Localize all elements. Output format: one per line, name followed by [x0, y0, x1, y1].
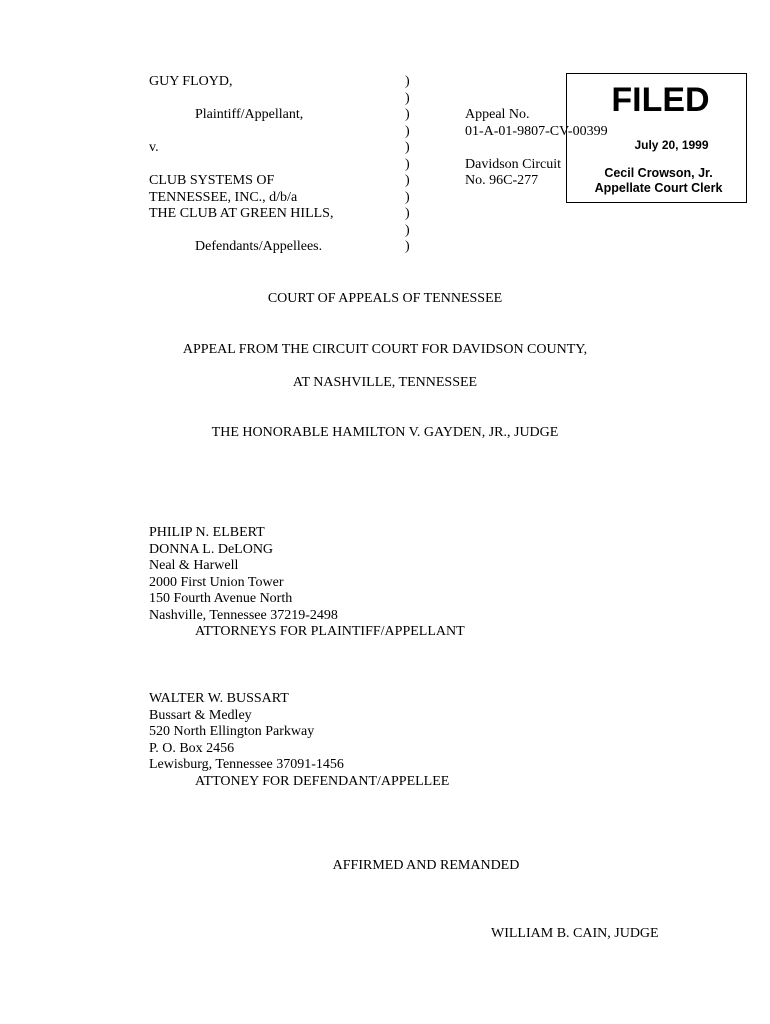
filed-stamp-date: July 20, 1999 — [634, 138, 709, 152]
defendant-role: Defendants/Appellees. — [195, 239, 323, 254]
attorney-role: ATTONEY FOR DEFENDANT/APPELLEE — [195, 773, 450, 789]
authoring-judge: WILLIAM B. CAIN, JUDGE — [491, 926, 659, 941]
attorney-line: DONNA L. DeLONG — [149, 541, 274, 557]
appeal-from-heading: APPEAL FROM THE CIRCUIT COURT FOR DAVIDSON COUNTY, — [182, 342, 588, 357]
trial-court-label: Davidson Circuit — [465, 156, 562, 172]
attorney-line: 2000 First Union Tower — [149, 574, 284, 590]
caption-paren: ) — [405, 90, 410, 106]
caption-paren: ) — [405, 123, 410, 139]
defendant-name-line: CLUB SYSTEMS OF — [149, 173, 275, 188]
defendant-name-line: TENNESSEE, INC., d/b/a — [149, 189, 298, 205]
caption-paren: ) — [405, 173, 410, 188]
court-heading: COURT OF APPEALS OF TENNESSEE — [267, 291, 503, 306]
blank-line — [149, 223, 333, 240]
attorney-line: Nashville, Tennessee 37219-2498 — [149, 607, 338, 623]
disposition: AFFIRMED AND REMANDED — [332, 858, 520, 873]
caption-paren: ) — [405, 107, 410, 122]
blank-line — [149, 157, 333, 174]
versus: v. — [149, 140, 159, 155]
blank-line — [149, 124, 333, 141]
defendant-name-line: THE CLUB AT GREEN HILLS, — [149, 206, 334, 221]
caption-parentheses — [405, 74, 410, 256]
attorney-line: Lewisburg, Tennessee 37091-1456 — [149, 757, 344, 772]
plaintiff-name: GUY FLOYD, — [149, 74, 233, 89]
attorney-line: PHILIP N. ELBERT — [149, 525, 265, 540]
caption-paren: ) — [405, 222, 410, 238]
attorney-line: WALTER W. BUSSART — [149, 691, 289, 706]
caption-paren: ) — [405, 189, 410, 205]
plaintiff-attorneys — [149, 525, 465, 641]
plaintiff-role: Plaintiff/Appellant, — [195, 107, 304, 122]
attorney-line: Neal & Harwell — [149, 558, 239, 573]
caption-paren: ) — [405, 140, 410, 155]
attorney-line: 150 Fourth Avenue North — [149, 591, 293, 606]
filed-stamp-clerk — [571, 166, 746, 196]
attorney-line: Bussart & Medley — [149, 707, 252, 723]
caption-paren: ) — [405, 206, 410, 221]
case-caption-parties — [149, 74, 333, 256]
appeal-label: Appeal No. — [465, 107, 530, 122]
location-heading: AT NASHVILLE, TENNESSEE — [292, 375, 478, 390]
blank-line — [149, 91, 333, 108]
attorney-line: 520 North Ellington Parkway — [149, 724, 315, 739]
caption-paren: ) — [405, 74, 410, 89]
clerk-name: Cecil Crowson, Jr. — [604, 166, 713, 180]
filed-stamp — [566, 73, 747, 203]
filed-stamp-title: FILED — [611, 81, 710, 119]
trial-judge-heading: THE HONORABLE HAMILTON V. GAYDEN, JR., JUDGE — [211, 425, 559, 440]
appeal-number: 01-A-01-9807-CV-00399 — [465, 123, 608, 139]
caption-paren: ) — [405, 239, 410, 254]
defendant-attorneys — [149, 691, 449, 790]
caption-paren: ) — [405, 156, 410, 172]
attorney-line: P. O. Box 2456 — [149, 740, 235, 756]
clerk-title: Appellate Court Clerk — [594, 181, 723, 195]
trial-court-number: No. 96C-277 — [465, 173, 539, 188]
attorney-role: ATTORNEYS FOR PLAINTIFF/APPELLANT — [195, 624, 465, 639]
